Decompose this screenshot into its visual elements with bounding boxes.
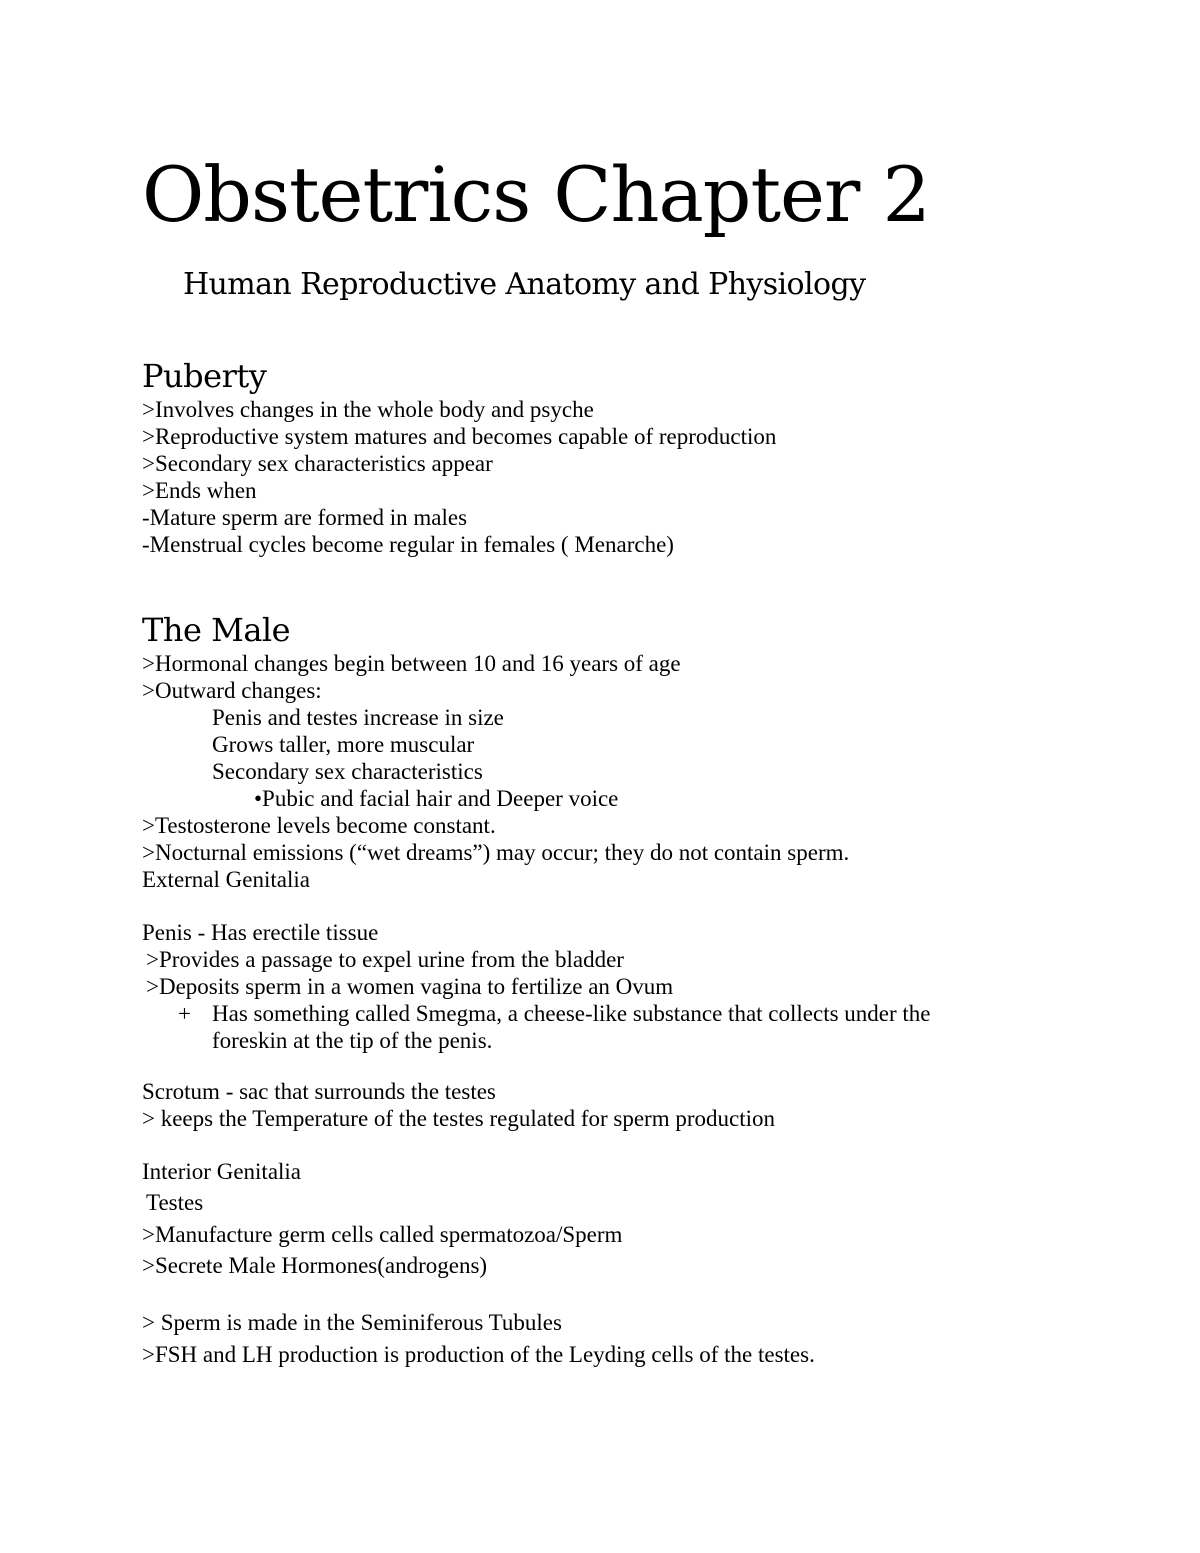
puberty-line: >Ends when	[142, 478, 257, 503]
page-subtitle: Human Reproductive Anatomy and Physiology	[183, 267, 866, 302]
male-nocturnal-line: >Nocturnal emissions (“wet dreams”) may occur; they do not contain sperm.	[142, 840, 850, 865]
testes-point: >Secrete Male Hormones(androgens)	[142, 1253, 488, 1278]
plus-marker: +	[178, 1001, 191, 1026]
section-heading-puberty: Puberty	[142, 357, 267, 395]
penis-plus-line: foreskin at the tip of the penis.	[212, 1028, 493, 1053]
fsh-line: >FSH and LH production is production of the Leyding cells of the testes.	[142, 1342, 815, 1367]
scrotum-title: Scrotum - sac that surrounds the testes	[142, 1079, 496, 1104]
puberty-line: >Reproductive system matures and becomes capable of reproduction	[142, 424, 777, 449]
page-title: Obstetrics Chapter 2	[142, 150, 930, 239]
section-heading-male: The Male	[142, 611, 291, 649]
male-hormonal-line: >Hormonal changes begin between 10 and 16 years of age	[142, 651, 681, 676]
puberty-line: -Menstrual cycles become regular in females ( Menarche)	[142, 532, 674, 557]
bullet-item: •Pubic and facial hair and Deeper voice	[254, 786, 619, 811]
male-outward-line: >Outward changes:	[142, 678, 322, 703]
male-testosterone-line: >Testosterone levels become constant.	[142, 813, 496, 838]
sperm-line: > Sperm is made in the Seminiferous Tubules	[142, 1310, 562, 1335]
external-genitalia-label: External Genitalia	[142, 867, 310, 892]
penis-point: >Provides a passage to expel urine from the bladder	[146, 947, 624, 972]
testes-label: Testes	[146, 1190, 204, 1215]
outward-item: Secondary sex characteristics	[212, 759, 483, 784]
outward-item: Penis and testes increase in size	[212, 705, 504, 730]
penis-plus-line: Has something called Smegma, a cheese-like substance that collects under the	[212, 1001, 931, 1026]
outward-item: Grows taller, more muscular	[212, 732, 475, 757]
puberty-line: -Mature sperm are formed in males	[142, 505, 468, 530]
scrotum-point: > keeps the Temperature of the testes regulated for sperm production	[142, 1106, 775, 1131]
interior-genitalia-label: Interior Genitalia	[142, 1159, 302, 1184]
puberty-line: >Secondary sex characteristics appear	[142, 451, 493, 476]
testes-point: >Manufacture germ cells called spermatozoa/Sperm	[142, 1222, 623, 1247]
puberty-line: >Involves changes in the whole body and psyche	[142, 397, 594, 422]
penis-title: Penis - Has erectile tissue	[142, 920, 379, 945]
penis-point: >Deposits sperm in a women vagina to fertilize an Ovum	[146, 974, 674, 999]
